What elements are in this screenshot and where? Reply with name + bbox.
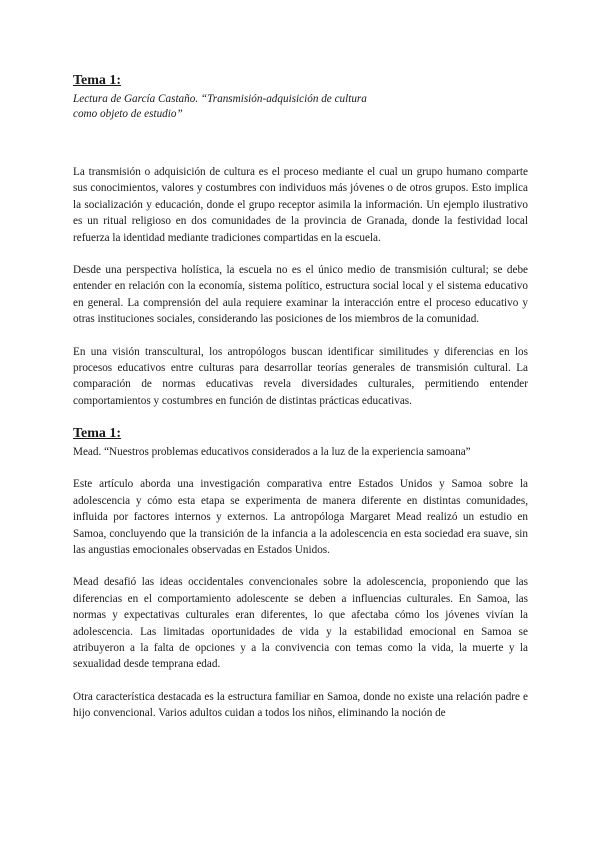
- subtitle-line: como objeto de estudio”: [73, 108, 183, 120]
- section-heading: Tema 1:: [73, 426, 122, 442]
- section-subtitle: Mead. “Nuestros problemas educativos considerados a la luz de la experiencia samoana”: [73, 446, 471, 459]
- paragraph: Otra característica destacada es la estructura familiar en Samoa, donde no existe una relación padre e hijo convencional. Varios adultos cuidan a todos los niños, eliminando la noción de: [73, 690, 528, 720]
- section-garcia-castano: [73, 72, 528, 409]
- subtitle-line: Lectura de García Castaño. “Transmisión-adquisición de cultura: [73, 93, 367, 105]
- section-heading: Tema 1:: [73, 73, 122, 88]
- paragraph: La transmisión o adquisición de cultura es el proceso mediante el cual un grupo humano comparte sus conocimientos, valores y costumbres con individuos más jóvenes o de otros grupos. Esto implica la socialización y educación, donde el grupo receptor asimila la información. Un ejemplo ilustrativo es un ritual religioso en dos comunidades de la provincia de Granada, donde la festividad local refuerza la identidad mediante tradiciones compartidas en la escuela.: [73, 166, 528, 244]
- paragraph: Este artículo aborda una investigación comparativa entre Estados Unidos y Samoa sobre la adolescencia y cómo esta etapa se experimenta de manera diferente en distintas comunidades, influida por factores internos y externos. La antropóloga Margaret Mead realizó un estudio en Samoa, concluyendo que la transición de la infancia a la adolescencia en esta sociedad era suave, sin las angustias emocionales observadas en Estados Unidos.: [73, 478, 528, 556]
- paragraph: Mead desafió las ideas occidentales convencionales sobre la adolescencia, proponiendo que las diferencias en el comportamiento adolescente se deben a influencias culturales. En Samoa, las normas y expectativas culturales eran diferentes, lo que afectaba cómo los jóvenes vivían la adolescencia. Las limitadas oportunidades de vida y la estabilidad emocional en Samoa se atribuyeron a la falta de opciones y a la convivencia con temas como la vida, la muerte y la sexualidad desde temprana edad.: [73, 576, 528, 671]
- section-mead: [73, 425, 528, 721]
- paragraph: En una visión transcultural, los antropólogos buscan identificar similitudes y diferencias en los procesos educativos entre culturas para desarrollar teorías generales de transmisión cultural. La comparación de normas educativas revela diversidades culturales, permitiendo entender comportamientos y costumbres en función de distintas prácticas educativas.: [73, 345, 528, 407]
- section-subtitle: [73, 92, 413, 122]
- paragraph: Desde una perspectiva holística, la escuela no es el único medio de transmisión cultural; se debe entender en relación con la economía, sistema político, estructura social local y el sistema educativo en general. La comprensión del aula requiere examinar la interacción entre el proceso educativo y otras instituciones sociales, considerando las posiciones de los miembros de la comunidad.: [73, 264, 528, 326]
